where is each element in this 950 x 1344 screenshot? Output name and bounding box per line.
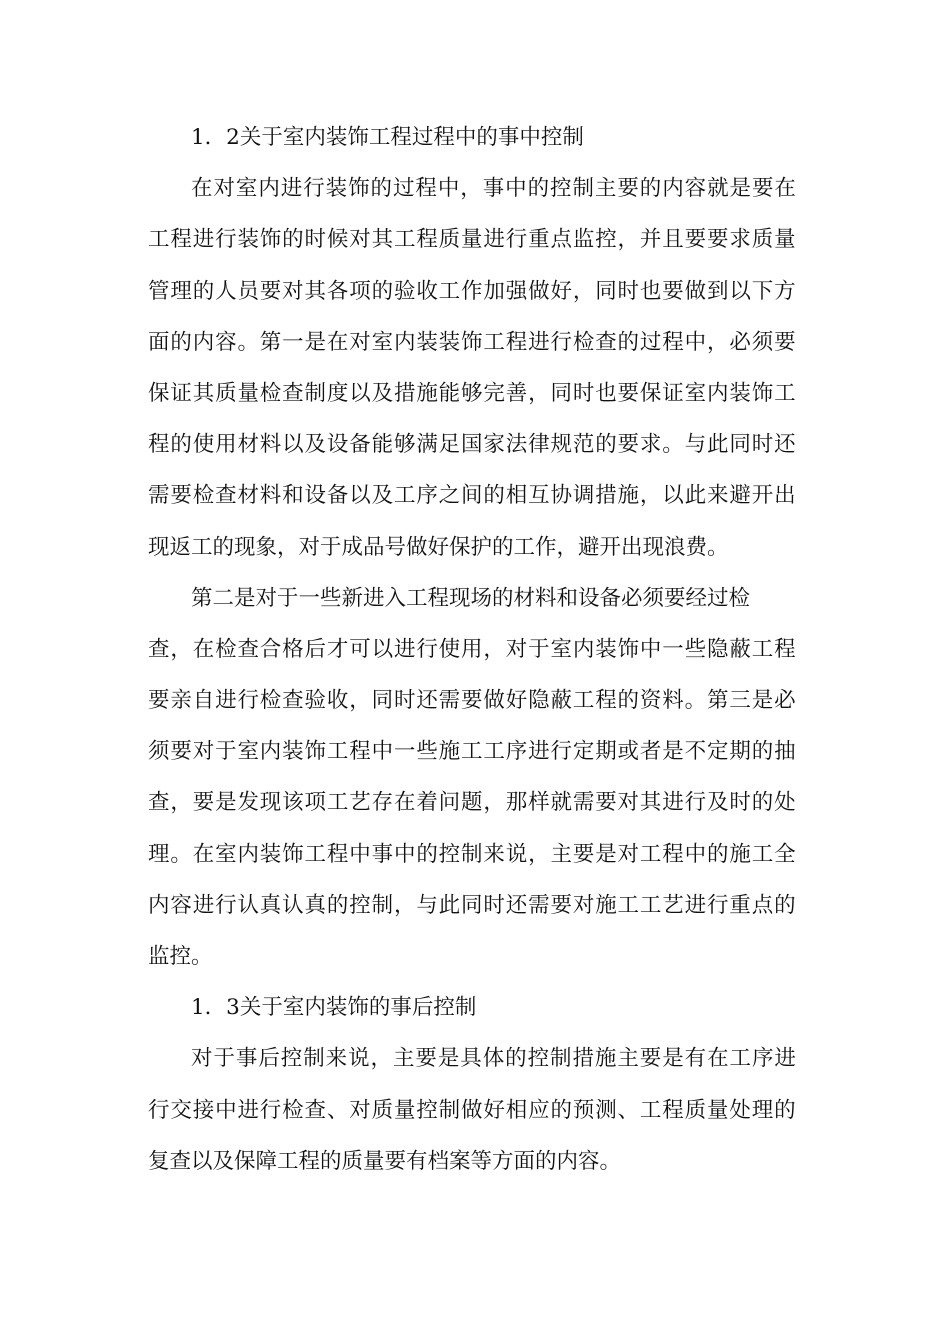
paragraph-line: 监控。 xyxy=(148,944,213,969)
document-body xyxy=(148,112,796,1187)
paragraph-line: 内 容 进 行 认 真 认 真 的 控 制 ， 与 此 同 时 还 需 要 对 施 工 工 艺 进 行 重 点 的 xyxy=(148,892,796,918)
paragraph-line: 须 要 对 于 室 内 装 饰 工 程 中 一 些 施 工 工 序 进 行 定 期 或 者 是 不 定 期 的 抽 xyxy=(148,739,796,765)
paragraph-line: 对 于 事 后 控 制 来 说 ， 主 要 是 具 体 的 控 制 措 施 主 要 是 有 在 工 序 进 xyxy=(191,1046,796,1072)
paragraph-line: 程 的 使 用 材 料 以 及 设 备 能 够 满 足 国 家 法 律 规 范 的 要 求 。 与 此 同 时 还 xyxy=(148,432,796,458)
paragraph-line: 工 程 进 行 装 饰 的 时 候 对 其 工 程 质 量 进 行 重 点 监 控 ， 并 且 要 要 求 质 量 xyxy=(148,227,796,253)
paragraph-line: 需 要 检 查 材 料 和 设 备 以 及 工 序 之 间 的 相 互 协 调 措 施 ， 以 此 来 避 开 出 xyxy=(148,483,796,509)
paragraph-line: 管 理 的 人 员 要 对 其 各 项 的 验 收 工 作 加 强 做 好 ， 同 时 也 要 做 到 以 下 方 xyxy=(148,278,796,304)
paragraph-line: 第二是对于一些新进入工程现场的材料和设备必须要经过检 xyxy=(191,585,751,611)
paragraph-line: 面 的 内 容 。 第 一 是 在 对 室 内 装 装 饰 工 程 进 行 检 查 的 过 程 中 ， 必 须 要 xyxy=(148,329,796,355)
paragraph-line: 复查以及保障工程的质量要有档案等方面的内容。 xyxy=(148,1148,622,1174)
paragraph-line: 查 ， 在 检 查 合 格 后 才 可 以 进 行 使 用 ， 对 于 室 内 装 饰 中 一 些 隐 蔽 工 程 xyxy=(148,636,796,662)
paragraph-line: 保 证 其 质 量 检 查 制 度 以 及 措 施 能 够 完 善 ， 同 时 也 要 保 证 室 内 装 饰 工 xyxy=(148,380,796,406)
paragraph-line: 查 ， 要 是 发 现 该 项 工 艺 存 在 着 问 题 ， 那 样 就 需 要 对 其 进 行 及 时 的 处 xyxy=(148,790,796,816)
section-heading-1-2: 1．2关于室内装饰工程过程中的事中控制 xyxy=(191,125,584,150)
paragraph-line: 要 亲 自 进 行 检 查 验 收 ， 同 时 还 需 要 做 好 隐 蔽 工 程 的 资 料 。 第 三 是 必 xyxy=(148,688,796,714)
paragraph-line: 现返工的现象，对于成品号做好保护的工作，避开出现浪费。 xyxy=(148,534,729,560)
section-heading-1-3: 1．3关于室内装饰的事后控制 xyxy=(191,995,477,1021)
paragraph-line: 行 交 接 中 进 行 检 查 、 对 质 量 控 制 做 好 相 应 的 预 测 、 工 程 质 量 处 理 的 xyxy=(148,1097,796,1123)
paragraph-line: 理 。 在 室 内 装 饰 工 程 中 事 中 的 控 制 来 说 ， 主 要 是 对 工 程 中 的 施 工 全 xyxy=(148,841,796,867)
paragraph-line: 在 对 室 内 进 行 装 饰 的 过 程 中 ， 事 中 的 控 制 主 要 的 内 容 就 是 要 在 xyxy=(191,176,796,202)
